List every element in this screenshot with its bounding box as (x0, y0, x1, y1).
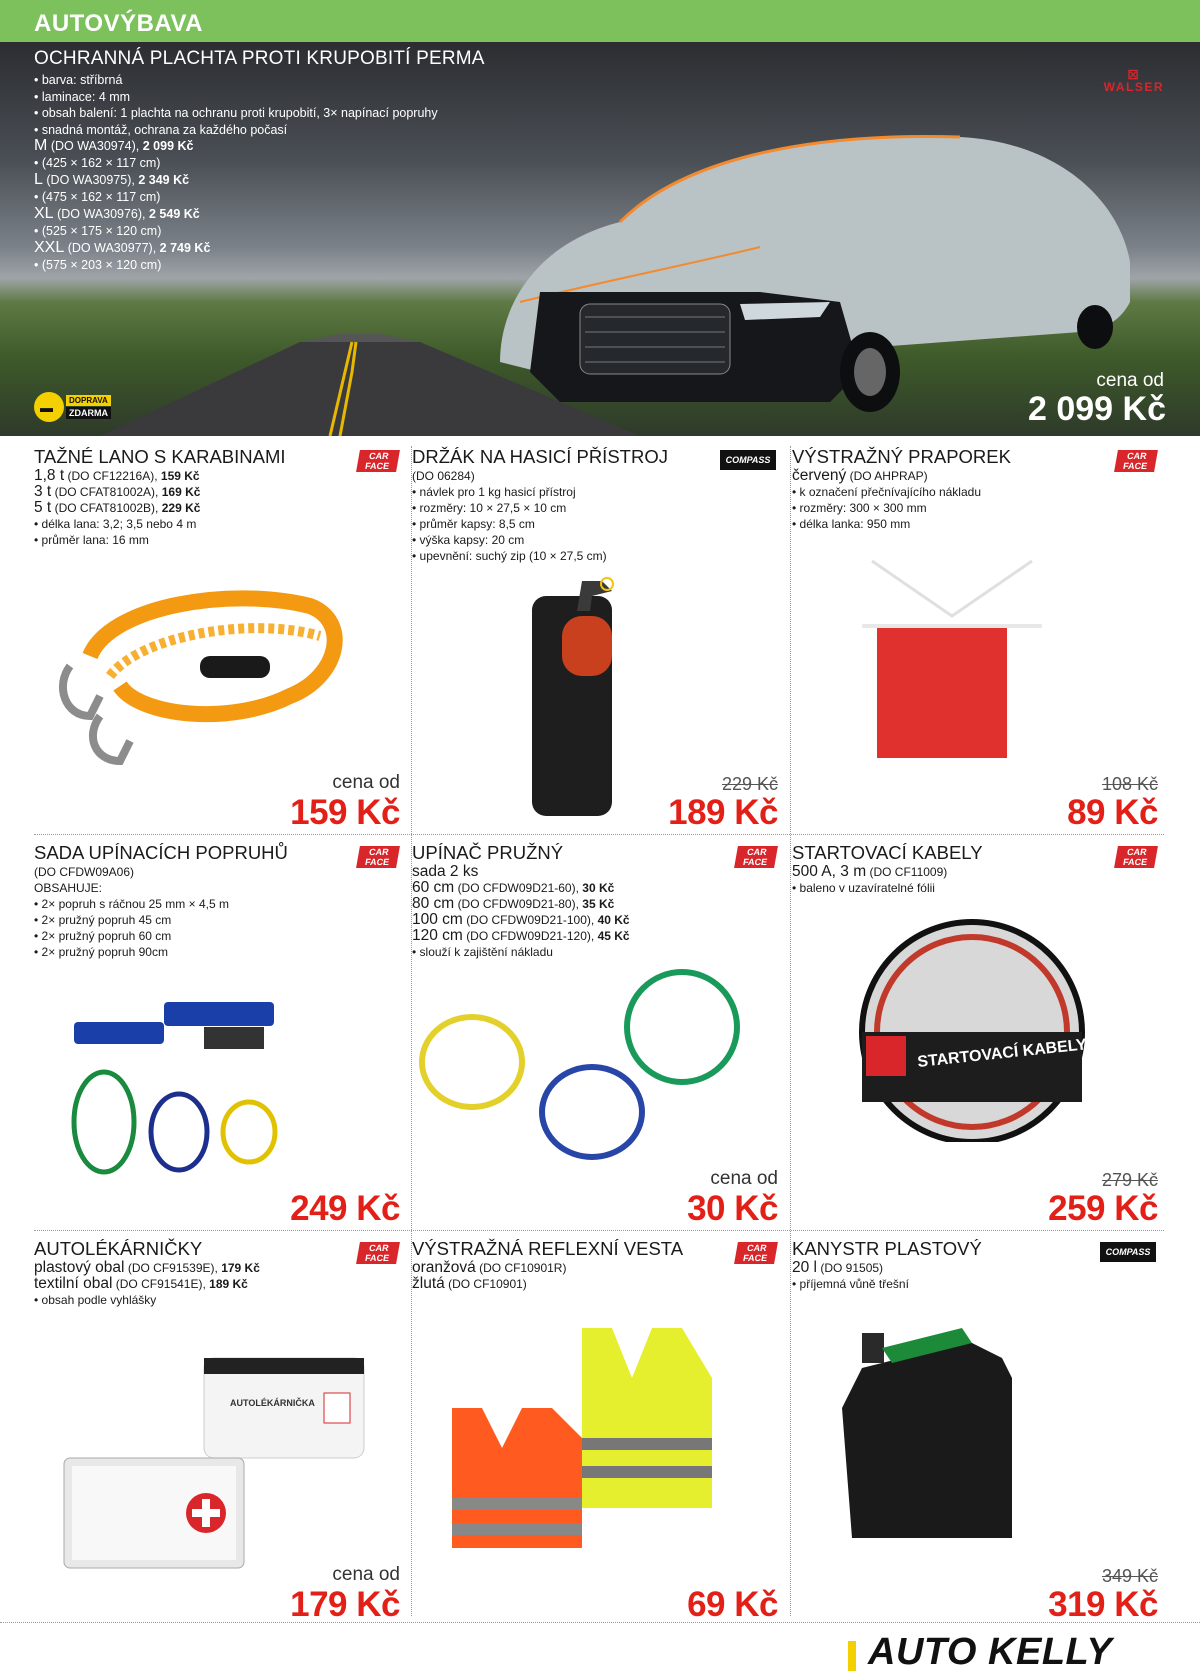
price: 69 Kč (687, 1585, 778, 1624)
hero-feature-list (34, 72, 438, 138)
category-title: AUTOVÝBAVA (34, 10, 204, 37)
product-details: (DO 06284) • návlek pro 1 kg hasicí přístroj • rozměry: 10 × 27,5 × 10 cm • průměr kapsy: 8,5 cm • výška kapsy: 20 cm • upevnění: suchý zip (10 × 27,5 cm) (412, 468, 788, 564)
extinguisher-holder-image (522, 576, 662, 826)
hero-feature: • barva: stříbrná (34, 72, 438, 89)
package-label: STARTOVACÍ KABELY (916, 1036, 1088, 1071)
old-price: 229 Kč (721, 774, 778, 794)
price-box (1048, 1566, 1158, 1624)
hero-price: 2 099 Kč (1028, 390, 1166, 428)
product-card-jumper-cables[interactable] (792, 842, 1168, 1238)
price-box (290, 772, 400, 832)
jumper-cables-image (852, 902, 1092, 1142)
product-details: sada 2 ks 60 cm (DO CFDW09D21-60), 30 Kč 80 cm (DO CFDW09D21-80), 35 Kč 100 cm (DO CFDW09D21-100), 40 Kč 120 cm (DO CFDW09D21-120), 45 Kč • slouží k zajištění nákladu (412, 864, 788, 960)
product-title: TAŽNÉ LANO S KARABINAMI (34, 446, 286, 467)
hero-size-list (34, 137, 210, 273)
product-details: 1,8 t (DO CF12216A), 159 Kč 3 t (DO CFAT81002A), 169 Kč 5 t (DO CFAT81002B), 229 Kč • délka lana: 3,2; 3,5 nebo 4 m • průměr lana: 16 mm (34, 468, 410, 548)
product-card-warning-flag[interactable] (792, 446, 1168, 842)
product-card-reflective-vest[interactable] (412, 1238, 788, 1634)
old-price: 108 Kč (1101, 774, 1158, 794)
price: 259 Kč (1048, 1189, 1158, 1228)
product-card-extinguisher-holder[interactable] (412, 446, 788, 842)
hero-size-dims: • (525 × 175 × 120 cm) (34, 223, 210, 239)
product-details: 20 l (DO 91505) • příjemná vůně třešní (792, 1260, 1168, 1292)
car-face-logo: CAR FACE (356, 846, 400, 868)
product-title: STARTOVACÍ KABELY (792, 842, 983, 863)
price-box (1048, 1170, 1158, 1228)
walser-logo: ⊠ WALSER (1103, 66, 1164, 94)
hero-feature: • snadná montáž, ochrana za každého počasí (34, 122, 438, 139)
hero-feature: • obsah balení: 1 plachta na ochranu proti krupobití, 3× napínací popruhy (34, 105, 438, 122)
product-details: plastový obal (DO CF91539E), 179 Kč textilní obal (DO CF91541E), 189 Kč • obsah podle vyhlášky (34, 1260, 410, 1308)
price: 189 Kč (668, 793, 778, 832)
product-title: AUTOLÉKÁRNIČKY (34, 1238, 203, 1259)
free-shipping-badge: ▬ DOPRAVA ZDARMA (34, 392, 122, 422)
product-title: DRŽÁK NA HASICÍ PŘÍSTROJ (412, 446, 668, 467)
product-card-bungee-cord[interactable] (412, 842, 788, 1238)
price-box (290, 1564, 400, 1624)
product-title: UPÍNAČ PRUŽNÝ (412, 842, 564, 863)
hero-size-dims: • (575 × 203 × 120 cm) (34, 257, 210, 273)
price: 159 Kč (290, 793, 400, 832)
price-label: cena od (332, 1564, 400, 1585)
footer (0, 1622, 1200, 1677)
hero-price-label: cena od (1096, 370, 1164, 391)
old-price: 279 Kč (1101, 1170, 1158, 1190)
hero-size-dims: • (425 × 162 × 117 cm) (34, 155, 210, 171)
hero-size-row: XXL (DO WA30977), 2 749 Kč (34, 239, 211, 256)
hero-size-row: XL (DO WA30976), 2 549 Kč (34, 205, 200, 222)
compass-logo: COMPASS (720, 450, 776, 470)
product-details: 500 A, 3 m (DO CF11009) • baleno v uzavíratelné fólii (792, 864, 1168, 896)
price-box (687, 1586, 778, 1624)
warning-flag-image (852, 556, 1072, 786)
price-box (1067, 774, 1158, 832)
car-face-logo: CAR FACE (356, 450, 400, 472)
car-face-logo: CAR FACE (1114, 846, 1158, 868)
hero-size-row: M (DO WA30974), 2 099 Kč (34, 137, 194, 154)
price: 179 Kč (290, 1585, 400, 1624)
hero-title: OCHRANNÁ PLACHTA PROTI KRUPOBITÍ PERMA (34, 48, 485, 69)
product-details: oranžová (DO CF10901R) žlutá (DO CF10901) (412, 1259, 567, 1292)
product-title: VÝSTRAŽNÁ REFLEXNÍ VESTA (412, 1238, 684, 1259)
product-title: SADA UPÍNACÍCH POPRUHŮ (34, 842, 288, 863)
hero-size-row: L (DO WA30975), 2 349 Kč (34, 171, 190, 188)
price: 89 Kč (1067, 793, 1158, 832)
bungee-cord-image (412, 962, 752, 1162)
first-aid-kit-image (54, 1348, 394, 1578)
strap-set-image (64, 992, 344, 1192)
car-face-logo: CAR FACE (356, 1242, 400, 1264)
product-title: KANYSTR PLASTOVÝ (792, 1238, 982, 1259)
category-header (0, 0, 1200, 42)
price-label: cena od (332, 772, 400, 793)
product-card-plastic-canister[interactable] (792, 1238, 1168, 1634)
tow-rope-image (50, 566, 350, 776)
product-card-strap-set[interactable] (34, 842, 410, 1238)
price: 30 Kč (687, 1189, 778, 1228)
product-card-tow-rope[interactable] (34, 446, 410, 842)
product-details: (DO CFDW09A06) OBSAHUJE: • 2× popruh s ráčnou 25 mm × 4,5 m • 2× pružný popruh 45 cm • 2× pružný popruh 60 cm • 2× pružný popruh 90cm (34, 864, 410, 960)
old-price: 349 Kč (1101, 1566, 1158, 1586)
hero-product (0, 42, 1200, 436)
product-details: červený (DO AHPRAP) • k označení přečnívajícího nákladu • rozměry: 300 × 300 mm • délka lanka: 950 mm (792, 468, 1168, 532)
price: 319 Kč (1048, 1585, 1158, 1624)
product-title: VÝSTRAŽNÝ PRAPOREK (792, 446, 1011, 467)
car-face-logo: CAR FACE (734, 846, 778, 868)
price: 249 Kč (290, 1189, 400, 1228)
hero-size-dims: • (475 × 162 × 117 cm) (34, 189, 210, 205)
car-face-logo: CAR FACE (1114, 450, 1158, 472)
truck-icon: ▬ (40, 400, 53, 415)
compass-logo: COMPASS (1100, 1242, 1156, 1262)
price-box (668, 774, 778, 832)
plastic-canister-image (822, 1318, 1082, 1558)
price-box (687, 1168, 778, 1228)
package-label: AUTOLÉKÁRNIČKA (230, 1398, 315, 1408)
hero-feature: • laminace: 4 mm (34, 89, 438, 106)
car-face-logo: CAR FACE (734, 1242, 778, 1264)
column-divider (790, 446, 791, 1616)
price-box (290, 1190, 400, 1228)
product-card-first-aid-kit[interactable] (34, 1238, 410, 1634)
price-label: cena od (710, 1168, 778, 1189)
logo-accent-bar (848, 1641, 856, 1671)
auto-kelly-logo[interactable]: AUTO KELLY (868, 1631, 1113, 1673)
reflective-vest-image (432, 1318, 732, 1558)
